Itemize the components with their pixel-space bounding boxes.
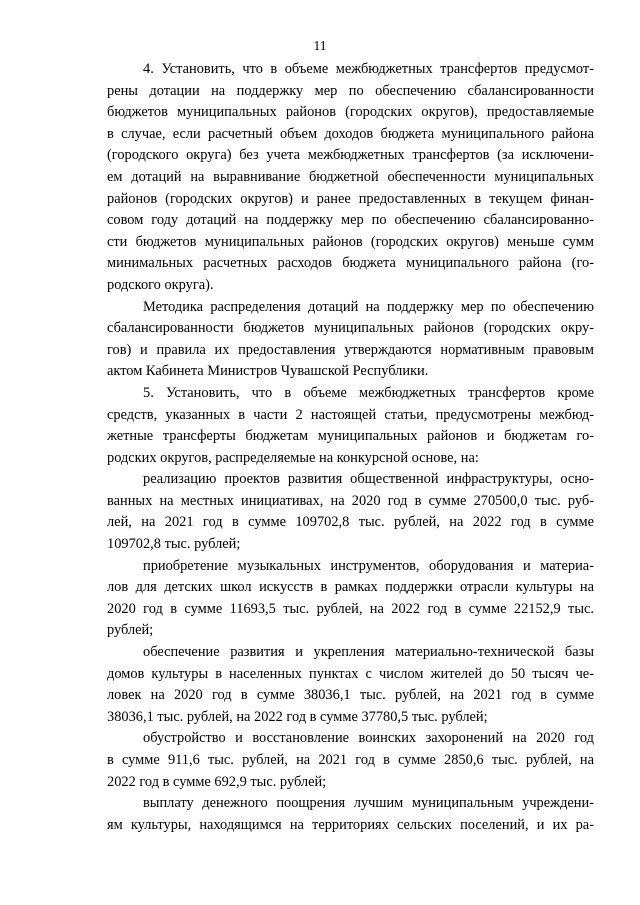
text-line: 4. Установить, что в объеме межбюджетных трансфертов предусмот- bbox=[143, 61, 594, 77]
text-line: ям культуры, находящимся на территориях сельских поселений, и их ра- bbox=[107, 816, 594, 833]
text-line: 5. Установить, что в объеме межбюджетных трансфертов кроме bbox=[143, 384, 594, 401]
text-line: лей, на 2021 год в сумме 109702,8 тыс. рублей, на 2022 год в сумме bbox=[107, 514, 594, 531]
text-line: 2022 год в сумме 692,9 тыс. рублей; bbox=[107, 773, 327, 790]
text-line: средств, указанных в части 2 настоящей статьи, предусмотрены межбюд- bbox=[107, 406, 594, 423]
text-line: сбалансированности бюджетов муниципальных районов (городских окру- bbox=[107, 320, 594, 337]
paragraph-infrastructure bbox=[107, 469, 594, 555]
paragraph-article-4 bbox=[107, 59, 594, 297]
text-line: гов) и правила их предоставления утверждаются нормативным правовым bbox=[107, 341, 594, 358]
text-line: ванных на местных инициативах, на 2020 год в сумме 270500,0 тыс. руб- bbox=[107, 492, 594, 509]
paragraph-methodology bbox=[107, 297, 594, 383]
text-line: 38036,1 тыс. рублей, на 2022 год в сумме 37780,5 тыс. рублей; bbox=[107, 708, 488, 725]
document-body bbox=[107, 59, 594, 836]
text-line: рублей; bbox=[107, 622, 154, 639]
text-line: 109702,8 тыс. рублей; bbox=[107, 536, 241, 553]
paragraph-music-instruments bbox=[107, 556, 594, 642]
text-line: домов культуры в населенных пунктах с числом жителей до 50 тысяч че- bbox=[107, 665, 594, 682]
text-line: рены дотации на поддержку мер по обеспечению сбалансированности bbox=[107, 82, 594, 99]
text-line: обеспечение развития и укрепления материально-технической базы bbox=[143, 644, 594, 661]
text-line: обустройство и восстановление воинских захоронений на 2020 год bbox=[143, 730, 594, 747]
paragraph-cash-award bbox=[107, 793, 594, 836]
text-line: жетные трансферты бюджетам муниципальных районов и бюджетам го- bbox=[107, 428, 594, 445]
text-line: актом Кабинета Министров Чувашской Республики. bbox=[107, 363, 429, 380]
text-line: в случае, если расчетный объем доходов бюджета муниципального района bbox=[107, 125, 594, 142]
text-line: совом году дотаций на поддержку мер по обеспечению сбалансированно- bbox=[107, 212, 594, 229]
text-line: лов для детских школ искусств в рамках поддержки отрасли культуры на bbox=[107, 579, 594, 596]
text-line: Методика распределения дотаций на поддержку мер по обеспечению bbox=[143, 298, 594, 315]
text-line: 2020 год в сумме 11693,5 тыс. рублей, на 2022 год в сумме 22152,9 тыс. bbox=[107, 600, 594, 617]
text-line: в сумме 911,6 тыс. рублей, на 2021 год в сумме 2850,6 тыс. рублей, на bbox=[107, 752, 594, 768]
text-line: бюджетов муниципальных районов (городских округов), предоставляемые bbox=[107, 104, 594, 121]
text-line: родского округа). bbox=[107, 276, 214, 293]
text-line: реализацию проектов развития общественной инфраструктуры, осно- bbox=[143, 471, 594, 488]
text-line: районов (городских округов) и ранее предоставленных в текущем финан- bbox=[107, 190, 594, 207]
paragraph-military-graves bbox=[107, 728, 594, 793]
paragraph-article-5 bbox=[107, 383, 594, 469]
text-line: (городского округа) без учета межбюджетных трансфертов (за исключени- bbox=[107, 147, 594, 164]
text-line: родских округов, распределяемые на конкурсной основе, на: bbox=[107, 449, 479, 466]
paragraph-culture-houses bbox=[107, 642, 594, 728]
text-line: ем дотаций на выравнивание бюджетной обеспеченности муниципальных bbox=[107, 168, 594, 185]
text-line: сти бюджетов муниципальных районов (городских округов) меньше сумм bbox=[107, 233, 594, 250]
text-line: выплату денежного поощрения лучшим муниципальным учреждени- bbox=[143, 795, 594, 812]
text-line: минимальных расчетных расходов бюджета муниципального района (го- bbox=[107, 255, 594, 272]
text-line: ловек на 2020 год в сумме 38036,1 тыс. рублей, на 2021 год в сумме bbox=[107, 687, 594, 704]
text-line: приобретение музыкальных инструментов, оборудования и материа- bbox=[143, 557, 594, 574]
page-number: 11 bbox=[313, 38, 327, 53]
